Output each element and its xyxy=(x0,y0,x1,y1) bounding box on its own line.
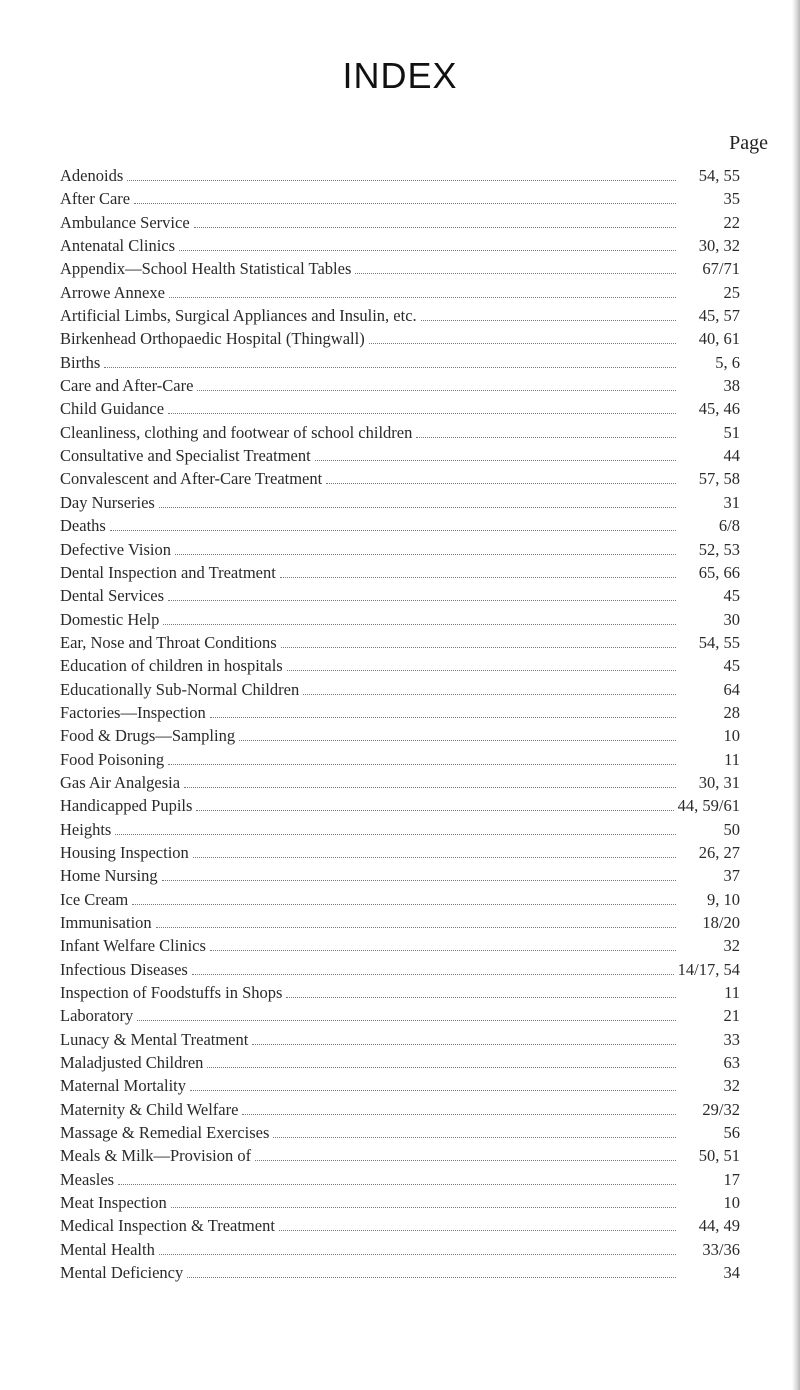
index-term: Laboratory xyxy=(60,1006,134,1026)
index-page-numbers: 45 xyxy=(723,586,740,606)
dot-leader xyxy=(163,624,676,625)
index-page-numbers: 34 xyxy=(723,1263,740,1283)
index-term: Maternity & Child Welfare xyxy=(60,1099,239,1119)
dot-leader xyxy=(194,227,676,228)
index-entry xyxy=(60,584,740,607)
dot-leader xyxy=(280,577,676,578)
index-entry xyxy=(60,1004,740,1027)
index-page-numbers: 56 xyxy=(723,1123,740,1143)
dot-leader xyxy=(168,600,676,601)
dot-leader xyxy=(171,1207,676,1208)
index-page-numbers: 50, 51 xyxy=(698,1146,740,1166)
dot-leader xyxy=(279,1230,676,1231)
dot-leader xyxy=(115,834,676,835)
dot-leader xyxy=(207,1067,676,1068)
dot-leader xyxy=(355,273,676,274)
dot-leader xyxy=(255,1160,676,1161)
index-term: Births xyxy=(60,352,101,372)
index-page-numbers: 30, 31 xyxy=(698,772,740,792)
index-entry xyxy=(60,1051,740,1074)
index-term: Domestic Help xyxy=(60,609,160,629)
dot-leader xyxy=(239,740,676,741)
index-page-numbers: 29/32 xyxy=(702,1099,740,1119)
dot-leader xyxy=(242,1114,676,1115)
page-title: INDEX xyxy=(342,55,458,96)
index-entry xyxy=(60,397,740,420)
dot-leader xyxy=(192,974,674,975)
index-page-numbers: 30, 32 xyxy=(698,236,740,256)
dot-leader xyxy=(175,554,676,555)
index-term: Care and After-Care xyxy=(60,376,194,396)
index-entry xyxy=(60,771,740,794)
index-entry xyxy=(60,1098,740,1121)
index-entry xyxy=(60,281,740,304)
dot-leader xyxy=(187,1277,676,1278)
dot-leader xyxy=(118,1184,676,1185)
index-entry xyxy=(60,421,740,444)
index-page-numbers: 63 xyxy=(723,1053,740,1073)
page-edge-shadow xyxy=(792,0,800,1390)
dot-leader xyxy=(104,367,676,368)
index-page-numbers: 22 xyxy=(723,212,740,232)
index-page-numbers: 65, 66 xyxy=(698,562,740,582)
dot-leader xyxy=(287,670,676,671)
index-page-numbers: 64 xyxy=(723,679,740,699)
index-entry xyxy=(60,981,740,1004)
index-page-numbers: 17 xyxy=(723,1169,740,1189)
index-entry xyxy=(60,374,740,397)
index-entry xyxy=(60,654,740,677)
index-entry xyxy=(60,1214,740,1237)
index-entry xyxy=(60,1028,740,1051)
index-entry xyxy=(60,304,740,327)
index-term: Deaths xyxy=(60,516,106,536)
index-term: Gas Air Analgesia xyxy=(60,772,181,792)
index-term: Appendix—School Health Statistical Tables xyxy=(60,259,352,279)
index-term: Maternal Mortality xyxy=(60,1076,187,1096)
dot-leader xyxy=(159,1254,676,1255)
index-entry xyxy=(60,211,740,234)
index-page-numbers: 11 xyxy=(724,749,740,769)
dot-leader xyxy=(179,250,676,251)
index-entry xyxy=(60,1144,740,1167)
index-term: Handicapped Pupils xyxy=(60,796,193,816)
dot-leader xyxy=(273,1137,676,1138)
index-entry xyxy=(60,958,740,981)
index-term: Child Guidance xyxy=(60,399,165,419)
index-page-numbers: 51 xyxy=(723,422,740,442)
index-term: Meals & Milk—Provision of xyxy=(60,1146,252,1166)
index-page-numbers: 45, 46 xyxy=(698,399,740,419)
dot-leader xyxy=(168,764,676,765)
index-entry xyxy=(60,608,740,631)
index-page-numbers: 5, 6 xyxy=(715,352,740,372)
index-entry xyxy=(60,911,740,934)
index-page-numbers: 33 xyxy=(723,1029,740,1049)
dot-leader xyxy=(210,717,676,718)
index-term: Antenatal Clinics xyxy=(60,236,176,256)
index-entry xyxy=(60,351,740,374)
index-term: Infant Welfare Clinics xyxy=(60,936,206,956)
index-page-numbers: 45, 57 xyxy=(698,306,740,326)
index-term: Ear, Nose and Throat Conditions xyxy=(60,632,277,652)
index-page-numbers: 30 xyxy=(723,609,740,629)
index-page-numbers: 26, 27 xyxy=(698,842,740,862)
index-page-numbers: 14/17, 54 xyxy=(677,959,740,979)
dot-leader xyxy=(127,180,676,181)
index-page-numbers: 52, 53 xyxy=(698,539,740,559)
dot-leader xyxy=(416,437,676,438)
index-term: Ice Cream xyxy=(60,889,129,909)
dot-leader xyxy=(156,927,676,928)
dot-leader xyxy=(169,297,676,298)
index-page-numbers: 32 xyxy=(723,1076,740,1096)
dot-leader xyxy=(210,950,676,951)
index-term: Massage & Remedial Exercises xyxy=(60,1123,270,1143)
index-page-numbers: 44 xyxy=(723,446,740,466)
index-term: Educationally Sub-Normal Children xyxy=(60,679,300,699)
index-entry xyxy=(60,631,740,654)
index-page-numbers: 28 xyxy=(723,702,740,722)
index-term: Maladjusted Children xyxy=(60,1053,204,1073)
index-term: Food & Drugs—Sampling xyxy=(60,726,236,746)
index-page-numbers: 67/71 xyxy=(702,259,740,279)
index-page-numbers: 33/36 xyxy=(702,1239,740,1259)
index-entry xyxy=(60,724,740,747)
index-page-numbers: 10 xyxy=(723,1193,740,1213)
dot-leader xyxy=(286,997,676,998)
index-term: Adenoids xyxy=(60,166,124,185)
index-term: Dental Services xyxy=(60,586,165,606)
index-entry-list xyxy=(60,164,740,1285)
index-page-numbers: 10 xyxy=(723,726,740,746)
index-entry xyxy=(60,678,740,701)
index-term: Measles xyxy=(60,1169,115,1189)
index-entry xyxy=(60,327,740,350)
index-term: Defective Vision xyxy=(60,539,171,559)
index-entry xyxy=(60,187,740,210)
dot-leader xyxy=(110,530,676,531)
index-term: Mental Health xyxy=(60,1239,155,1259)
index-entry xyxy=(60,794,740,817)
index-entry xyxy=(60,491,740,514)
index-term: Arrowe Annexe xyxy=(60,282,165,302)
dot-leader xyxy=(184,787,676,788)
index-page-numbers: 31 xyxy=(723,492,740,512)
index-page-numbers: 38 xyxy=(723,376,740,396)
dot-leader xyxy=(197,390,676,391)
index-term: Factories—Inspection xyxy=(60,702,206,722)
dot-leader xyxy=(315,460,676,461)
index-entry xyxy=(60,444,740,467)
index-page-numbers: 35 xyxy=(723,189,740,209)
dot-leader xyxy=(421,320,676,321)
index-page-numbers: 37 xyxy=(723,866,740,886)
index-term: Mental Deficiency xyxy=(60,1263,184,1283)
index-term: Inspection of Foodstuffs in Shops xyxy=(60,983,283,1003)
index-page-numbers: 40, 61 xyxy=(698,329,740,349)
index-entry xyxy=(60,561,740,584)
index-term: Day Nurseries xyxy=(60,492,155,512)
index-entry xyxy=(60,841,740,864)
dot-leader xyxy=(193,857,676,858)
index-page-numbers: 54, 55 xyxy=(698,166,740,185)
index-page-numbers: 44, 49 xyxy=(698,1216,740,1236)
index-term: Cleanliness, clothing and footwear of school children xyxy=(60,422,413,442)
index-page-numbers: 11 xyxy=(724,983,740,1003)
index-term: Immunisation xyxy=(60,913,152,932)
index-page-numbers: 6/8 xyxy=(718,516,740,536)
index-entry xyxy=(60,864,740,887)
dot-leader xyxy=(190,1090,676,1091)
index-term: Medical Inspection & Treatment xyxy=(60,1216,275,1236)
dot-leader xyxy=(132,904,676,905)
index-entry xyxy=(60,164,740,187)
index-page-numbers: 9, 10 xyxy=(707,889,740,909)
index-entry xyxy=(60,1121,740,1144)
index-entry xyxy=(60,1191,740,1214)
index-entry xyxy=(60,1168,740,1191)
index-page-numbers: 57, 58 xyxy=(698,469,740,489)
dot-leader xyxy=(252,1044,676,1045)
page-column-label: Page xyxy=(729,132,768,154)
dot-leader xyxy=(326,483,676,484)
index-page-numbers: 54, 55 xyxy=(698,632,740,652)
index-entry xyxy=(60,1238,740,1261)
index-page-numbers: 45 xyxy=(723,656,740,676)
index-term: Education of children in hospitals xyxy=(60,656,283,676)
index-page-numbers: 21 xyxy=(723,1006,740,1026)
index-term: Consultative and Specialist Treatment xyxy=(60,446,311,466)
index-term: Birkenhead Orthopaedic Hospital (Thingwall) xyxy=(60,329,365,349)
dot-leader xyxy=(137,1020,676,1021)
index-term: Meat Inspection xyxy=(60,1193,167,1213)
dot-leader xyxy=(369,343,676,344)
index-page-numbers: 50 xyxy=(723,819,740,839)
dot-leader xyxy=(303,694,676,695)
index-entry xyxy=(60,1261,740,1284)
index-entry xyxy=(60,748,740,771)
index-term: Artificial Limbs, Surgical Appliances and Insulin, etc. xyxy=(60,306,417,326)
index-term: Food Poisoning xyxy=(60,749,165,769)
index-entry xyxy=(60,934,740,957)
index-entry xyxy=(60,234,740,257)
index-entry xyxy=(60,1074,740,1097)
dot-leader xyxy=(162,880,676,881)
index-page-numbers: 44, 59/61 xyxy=(677,796,740,816)
index-entry xyxy=(60,701,740,724)
index-page-numbers: 18/20 xyxy=(702,913,740,932)
index-entry xyxy=(60,818,740,841)
dot-leader xyxy=(134,203,676,204)
dot-leader xyxy=(168,413,676,414)
index-entry xyxy=(60,257,740,280)
index-page-numbers: 32 xyxy=(723,936,740,956)
index-term: After Care xyxy=(60,189,131,209)
index-term: Heights xyxy=(60,819,112,839)
index-entry xyxy=(60,514,740,537)
index-entry xyxy=(60,538,740,561)
index-term: Home Nursing xyxy=(60,866,158,886)
dot-leader xyxy=(281,647,676,648)
index-term: Housing Inspection xyxy=(60,842,189,862)
index-term: Convalescent and After-Care Treatment xyxy=(60,469,323,489)
dot-leader xyxy=(159,507,676,508)
dot-leader xyxy=(196,810,673,811)
index-entry xyxy=(60,888,740,911)
index-term: Dental Inspection and Treatment xyxy=(60,562,276,582)
index-entry xyxy=(60,467,740,490)
index-term: Infectious Diseases xyxy=(60,959,188,979)
index-page-numbers: 25 xyxy=(723,282,740,302)
index-term: Lunacy & Mental Treatment xyxy=(60,1029,249,1049)
index-term: Ambulance Service xyxy=(60,212,190,232)
